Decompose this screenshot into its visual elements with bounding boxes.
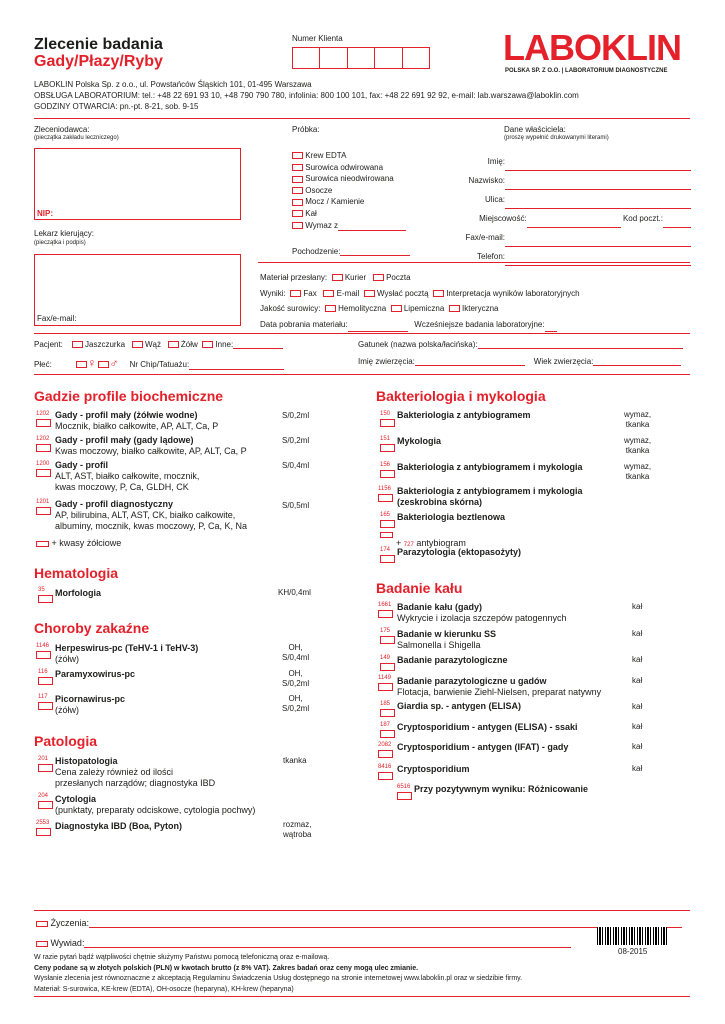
form-subtitle: Gady/Płazy/Ryby bbox=[34, 53, 163, 70]
owner-surname-field[interactable]: Nazwisko: bbox=[443, 171, 691, 190]
test-item: Gady - profil mały (żółwie wodne) Mocznik, białko całkowite, AP, ALT, Ca, P bbox=[55, 410, 219, 431]
owner-city-field[interactable]: Miejscowość: Kod poczt.: bbox=[443, 209, 691, 228]
sample-options bbox=[292, 150, 406, 231]
sample-option[interactable]: Osocze bbox=[292, 185, 406, 197]
shipment-block: Materiał przesłany: Kurier Poczta Wyniki: Fax E-mail Wysłać pocztą Interpretacja wyników laboratoryjnych Jakość surowicy: Hemolityczna Lipemiczna Ikteryczna Data pobrania materiału: Wcześniejsze badania laboratoryjne: bbox=[260, 270, 580, 332]
orderer-stamp-box[interactable] bbox=[34, 148, 241, 220]
owner-fax-field[interactable]: Fax/e-mail: bbox=[443, 228, 691, 247]
sample-option[interactable]: Wymaz z bbox=[292, 220, 406, 232]
bile-acids-option[interactable]: + kwasy żółciowe bbox=[36, 538, 121, 549]
patient-type-row: Pacjent: Jaszczurka Wąż Żółw Inne: bbox=[34, 340, 283, 349]
test-item: Badanie w kierunku SS Salmonella i Shigella bbox=[397, 629, 497, 650]
section-pathology: Patologia bbox=[34, 733, 98, 749]
barcode bbox=[597, 927, 667, 945]
fax-email-label: Fax/e-mail: bbox=[37, 314, 77, 323]
sample-option[interactable]: Surowica nieodwirowana bbox=[292, 173, 406, 185]
logo-tagline: POLSKA SP. Z O.O. | LABORATORIUM DIAGNOSTYCZNE bbox=[505, 68, 668, 74]
client-number-field[interactable] bbox=[292, 47, 430, 69]
antibiogram-option[interactable]: + 727 antybiogram bbox=[380, 530, 450, 554]
section-infectious: Choroby zakaźne bbox=[34, 620, 150, 636]
doctor-stamp-box[interactable] bbox=[34, 254, 241, 326]
test-item: Badanie parazytologiczne u gadów Flotacja, barwienie Ziehl-Nielsen, preparat natywny bbox=[397, 676, 602, 697]
owner-name-field[interactable]: Imię: bbox=[443, 152, 691, 171]
section-biochem: Gadzie profile biochemiczne bbox=[34, 388, 224, 404]
sample-option[interactable]: Surowica odwirowana bbox=[292, 162, 406, 174]
patient-sex-row: Płeć: ♀ ♂ Nr Chip/Tatuażu: bbox=[34, 356, 284, 370]
sample-option[interactable]: Mocz / Kamienie bbox=[292, 196, 406, 208]
doctor-label: Lekarz kierujący: bbox=[34, 229, 95, 238]
wish-field[interactable]: Życzenia: bbox=[36, 918, 682, 928]
animal-name-age-row[interactable]: Imię zwierzęcia: Wiek zwierzęcia: bbox=[358, 357, 681, 366]
male-icon: ♂ bbox=[109, 356, 119, 370]
interview-field[interactable]: Wywiad: bbox=[36, 938, 571, 948]
footer-notes: W razie pytań bądź wątpliwości chętnie służymy Państwu pomocą telefoniczną oraz e-mailową. Ceny podane są w złotych polskich (PLN) w kwotach brutto (z 8% VAT). Zakres badań oraz ceny mogą ulec zmianie. Wysłanie zlecenia jest równoznaczne z akceptacją Regulaminu Świadczenia Usług dostępnego na stronie internetowej www.laboklin.pl oraz w siedzibie firmy. Materiał: S-surowica, KE-krew (EDTA), OH-osocze (heparyna), KH-krew (heparyna) bbox=[34, 954, 523, 993]
owner-phone-field[interactable]: Telefon: bbox=[443, 247, 691, 266]
form-version: 08-2015 bbox=[618, 947, 648, 956]
test-item: Badanie kału (gady) Wykrycie i izolacja szczepów patogennych bbox=[397, 602, 567, 623]
test-item: Herpeswirus-pc (TeHV-1 i TeHV-3) (żółw) bbox=[55, 643, 199, 664]
sample-label: Próbka: bbox=[292, 125, 320, 134]
origin-field[interactable]: Pochodzenie: bbox=[292, 247, 410, 256]
form-title: Zlecenie badania bbox=[34, 36, 163, 53]
owner-fields bbox=[443, 152, 691, 266]
section-hematology: Hematologia bbox=[34, 565, 119, 581]
test-item: Gady - profil ALT, AST, białko całkowite, mocznik, kwas moczowy, P, Ca, GLDH, CK bbox=[55, 460, 200, 492]
lab-address: LABOKLIN Polska Sp. z o.o., ul. Powstańców Śląskich 101, 01-495 Warszawa OBSŁUGA LABORATORIUM: tel.: +48 22 691 93 10, +48 790 790 780, infolinia: 800 100 101, fax: +48 22 691 92 92, e-mail: lab.warszawa@laboklin.com GODZINY OTWARCIA: pn.-pt. 8-21, sob. 9-15 bbox=[34, 80, 579, 111]
test-item: Gady - profil mały (gady lądowe) Kwas moczowy, białko całkowite, AP, ALT, Ca, P bbox=[55, 435, 247, 456]
section-bacteriology: Bakteriologia i mykologia bbox=[376, 388, 546, 404]
client-number-label: Numer Klienta bbox=[292, 34, 343, 43]
species-field[interactable]: Gatunek (nazwa polska/łacińska): bbox=[358, 340, 683, 349]
female-icon: ♀ bbox=[87, 356, 97, 370]
test-code-checkbox[interactable]: 1202 bbox=[36, 411, 50, 417]
test-item: Picornawirus-pc (żółw) bbox=[55, 694, 126, 715]
laboklin-logo: LABOKLIN bbox=[503, 27, 681, 68]
test-item: Cytologia (punktaty, preparaty odciskowe, cytologia pochwy) bbox=[55, 794, 256, 815]
test-item: Histopatologia Cena zależy również od ilości przesłanych narządów; diagnostyka IBD bbox=[55, 756, 216, 788]
sample-option[interactable]: Kał bbox=[292, 208, 406, 220]
test-item: Gady - profil diagnostyczny AP, bilirubina, ALT, AST, CK, białko całkowite, albuminy, mocznik, kwas moczowy, P, Ca, K, Na bbox=[55, 499, 248, 531]
owner-street-field[interactable]: Ulica: bbox=[443, 190, 691, 209]
owner-label: Dane właściciela: bbox=[504, 125, 566, 134]
section-feces: Badanie kału bbox=[376, 580, 463, 596]
orderer-label: Zleceniodawca: bbox=[34, 125, 90, 134]
sample-option[interactable]: Krew EDTA bbox=[292, 150, 406, 162]
nip-label: NIP: bbox=[37, 209, 53, 218]
